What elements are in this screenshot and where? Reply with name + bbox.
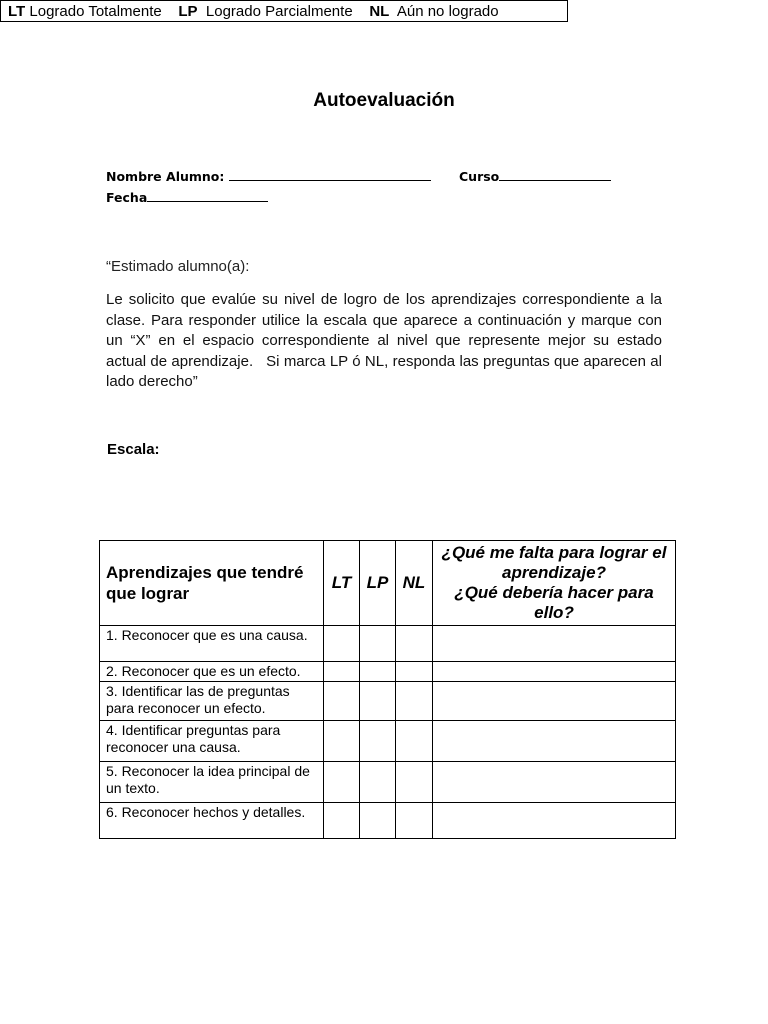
course-line[interactable] — [499, 168, 611, 181]
course-label: Curso — [459, 169, 500, 184]
learning-item-3: 3. Identificar las de preguntas para reconocer un efecto. — [100, 682, 324, 721]
table-row — [100, 762, 676, 803]
cell-nl-2[interactable] — [396, 662, 433, 682]
cell-lt-6[interactable] — [324, 803, 360, 839]
cell-answer-3[interactable] — [433, 682, 676, 721]
table-row — [100, 626, 676, 662]
instructions-paragraph — [106, 290, 662, 393]
cell-nl-1[interactable] — [396, 626, 433, 662]
table-row — [100, 803, 676, 839]
header-nl: NL — [396, 541, 433, 626]
header-learnings: Aprendizajes que tendré que lograr — [100, 541, 324, 626]
learning-item-5: 5. Reconocer la idea principal de un texto. — [100, 762, 324, 803]
cell-nl-3[interactable] — [396, 682, 433, 721]
cell-lp-6[interactable] — [360, 803, 396, 839]
cell-lt-1[interactable] — [324, 626, 360, 662]
date-line[interactable] — [147, 189, 268, 202]
cell-lt-2[interactable] — [324, 662, 360, 682]
student-name-field[interactable] — [106, 168, 431, 184]
student-name-label: Nombre Alumno: — [106, 169, 225, 184]
legend-text-lp: Logrado Parcialmente — [205, 3, 353, 20]
cell-lt-5[interactable] — [324, 762, 360, 803]
instructions-part-2: Si marca LP ó NL, responda las preguntas que aparecen al lado derecho” — [106, 352, 662, 390]
header-question-2: ¿Qué debería hacer para ello? — [454, 583, 654, 622]
cell-answer-4[interactable] — [433, 721, 676, 762]
table-header-row — [100, 541, 676, 626]
table-row — [100, 662, 676, 682]
table-row — [100, 682, 676, 721]
cell-lt-3[interactable] — [324, 682, 360, 721]
header-lt: LT — [324, 541, 360, 626]
cell-lt-4[interactable] — [324, 721, 360, 762]
cell-nl-6[interactable] — [396, 803, 433, 839]
cell-lp-4[interactable] — [360, 721, 396, 762]
learning-item-4: 4. Identificar preguntas para reconocer una causa. — [100, 721, 324, 762]
course-field[interactable] — [459, 168, 611, 184]
legend-text-nl: Aún no logrado — [396, 3, 499, 20]
cell-lp-1[interactable] — [360, 626, 396, 662]
cell-lp-2[interactable] — [360, 662, 396, 682]
cell-lp-5[interactable] — [360, 762, 396, 803]
learning-item-2: 2. Reconocer que es un efecto. — [100, 662, 324, 682]
learning-item-1: 1. Reconocer que es una causa. — [100, 626, 324, 662]
header-questions — [433, 541, 676, 626]
legend-code-nl: NL — [369, 3, 390, 20]
learning-item-6: 6. Reconocer hechos y detalles. — [100, 803, 324, 839]
table-row — [100, 721, 676, 762]
date-label: Fecha — [106, 190, 148, 205]
cell-answer-6[interactable] — [433, 803, 676, 839]
cell-nl-5[interactable] — [396, 762, 433, 803]
legend-code-lt: LT — [8, 3, 26, 20]
cell-answer-2[interactable] — [433, 662, 676, 682]
header-lp: LP — [360, 541, 396, 626]
cell-lp-3[interactable] — [360, 682, 396, 721]
date-field[interactable] — [106, 189, 268, 205]
cell-answer-5[interactable] — [433, 762, 676, 803]
instructions-part-1: Le solicito que evalúe su nivel de logro de los aprendizajes correspondiente a la clase. Para responder utilice la escala que aparece a continuación y marque con un “X” en el espacio correspondiente al nivel que represente mejor su estado actual de aprendizaje. — [106, 291, 662, 370]
greeting-text: “Estimado alumno(a): — [106, 258, 250, 275]
header-question-1: ¿Qué me falta para lograr el aprendizaje? — [441, 543, 667, 582]
scale-heading: Escala: — [107, 441, 160, 458]
cell-answer-1[interactable] — [433, 626, 676, 662]
cell-nl-4[interactable] — [396, 721, 433, 762]
scale-legend — [0, 0, 568, 22]
student-name-line[interactable] — [229, 168, 431, 181]
page-title: Autoevaluación — [313, 90, 455, 111]
legend-code-lp: LP — [178, 3, 198, 20]
self-assessment-table — [99, 540, 676, 839]
legend-text-lt: Logrado Totalmente — [29, 3, 162, 20]
